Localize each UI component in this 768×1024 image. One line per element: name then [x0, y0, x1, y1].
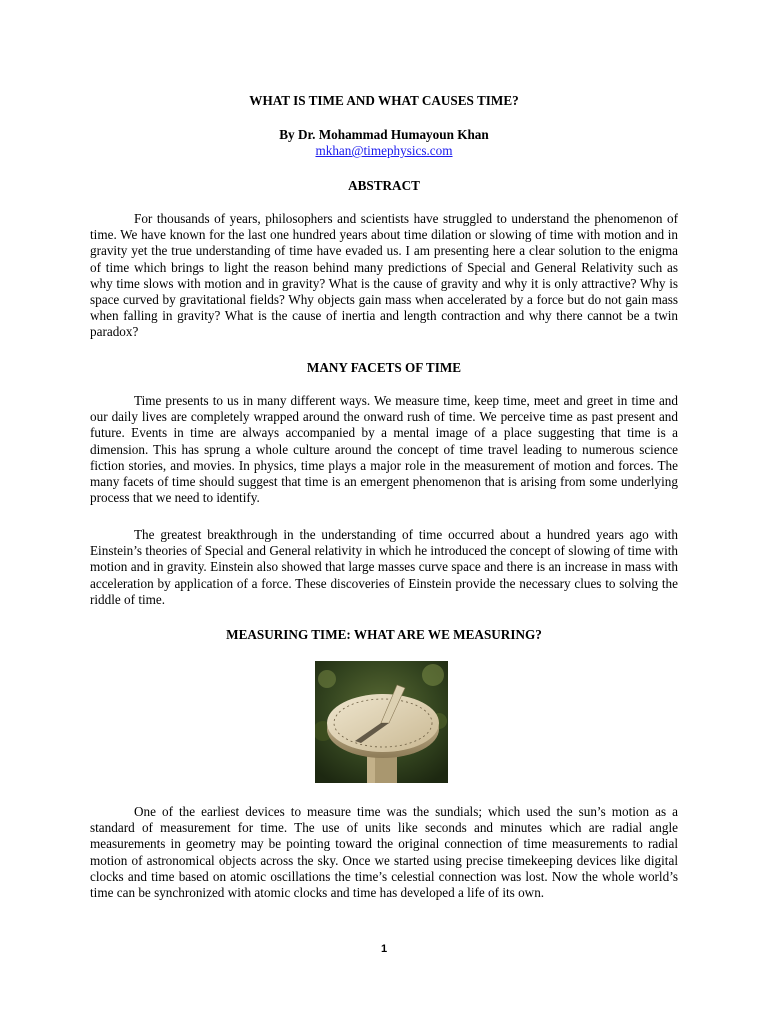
sundial-image: [315, 661, 448, 783]
sundial-illustration: [315, 661, 448, 783]
author-line: By Dr. Mohammad Humayoun Khan: [279, 127, 489, 142]
email-link[interactable]: mkhan@timephysics.com: [315, 143, 453, 158]
abstract-heading: ABSTRACT: [348, 178, 420, 193]
facets-paragraph-1: Time presents to us in many different ways. We measure time, keep time, meet and greet in time and our daily lives are completely wrapped around the onward rush of time. We perceive time as past present and future. Events in time are always accompanied by a mental image of a place suggesting that time is a dimension. This has sprung a whole culture around the concept of time travel leading to numerous science fiction stories, and movies. In physics, time plays a major role in the measurement of motion and forces. The many facets of time should suggest that time is an emergent phenomenon that is arising from some underlying process that we need to identify.: [90, 393, 678, 506]
document-title: WHAT IS TIME AND WHAT CAUSES TIME?: [249, 93, 519, 108]
measuring-heading: MEASURING TIME: WHAT ARE WE MEASURING?: [226, 627, 542, 642]
abstract-paragraph: For thousands of years, philosophers and scientists have struggled to understand the phenomenon of time. We have known for the last one hundred years about time dilation or slowing of time with motion and in gravity yet the true understanding of time have evaded us. I am presenting here a clear solution to the enigma of time which brings to light the reason behind many predictions of Special and General Relativity such as why time slows with motion and in gravity? What is the cause of gravity and why it is only attractive? Why is space curved by gravitational fields? Why objects gain mass when accelerated by a force but do not gain mass when falling in gravity? What is the cause of inertia and length contraction and why there cannot be a twin paradox?: [90, 211, 678, 340]
measuring-paragraph: One of the earliest devices to measure time was the sundials; which used the sun’s motion as a standard of measurement for time. The use of units like seconds and minutes which are radial angle measurements in geometry may be pointing toward the original connection of time measurements to radial motion of astronomical objects across the sky. Once we started using precise timekeeping devices like digital clocks and time based on atomic oscillations the time’s celestial connection was lost. Now the whole world’s time can be synchronized with atomic clocks and time has developed a life of its own.: [90, 804, 678, 901]
facets-heading: MANY FACETS OF TIME: [306, 360, 462, 375]
facets-paragraph-2: The greatest breakthrough in the understanding of time occurred about a hundred years ago with Einstein’s theories of Special and General relativity in which he introduced the concept of slowing of time with motion and in gravity. Einstein also showed that large masses curve space and there is an increase in mass with acceleration by application of a force. These discoveries of Einstein provide the necessary clues to solving the riddle of time.: [90, 527, 678, 607]
author-email: [0, 142, 768, 159]
page-number: 1: [380, 943, 388, 955]
